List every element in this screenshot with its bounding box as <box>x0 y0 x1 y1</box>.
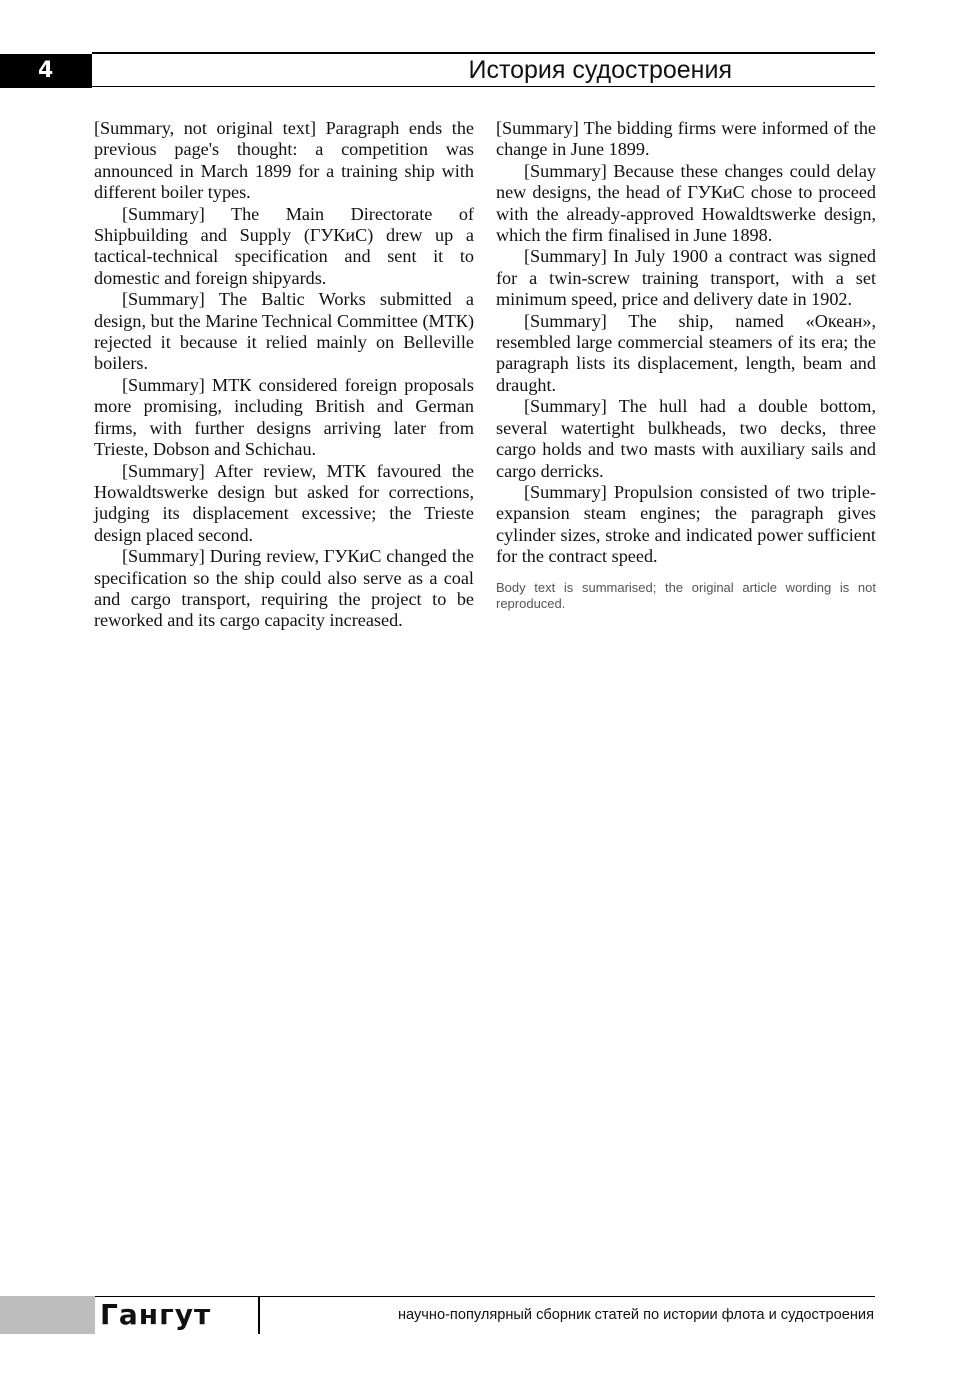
paragraph: [Summary] The hull had a double bottom, several watertight bulkheads, two decks, three cargo holds and two masts with auxiliary sails and cargo derricks. <box>496 396 876 481</box>
header-rule-bottom <box>92 86 875 87</box>
section-title: История судостроения <box>468 56 732 84</box>
summary-note: Body text is summarised; the original article wording is not reproduced. <box>496 579 876 611</box>
page-number: 4 <box>0 54 92 88</box>
right-column <box>496 118 876 612</box>
paragraph: [Summary] Propulsion consisted of two triple-expansion steam engines; the paragraph gives cylinder sizes, stroke and indicated power sufficient for the contract speed. <box>496 481 876 567</box>
paragraph: [Summary] Because these changes could delay new designs, the head of ГУКиС chose to proceed with the already-approved Howaldtswerke design, which the firm finalised in June 1898. <box>496 160 876 246</box>
footer-divider <box>258 1296 260 1334</box>
paragraph: [Summary, not original text] Paragraph ends the previous page's thought: a competition was announced in March 1899 for a training ship with different boiler types. <box>94 118 474 203</box>
paragraph: [Summary] МТК considered foreign proposals more promising, including British and German firms, with further designs arriving later from Trieste, Dobson and Schichau. <box>94 374 474 460</box>
paragraph: [Summary] The Main Directorate of Shipbuilding and Supply (ГУКиС) drew up a tactical-technical specification and sent it to domestic and foreign shipyards. <box>94 203 474 288</box>
paragraph: [Summary] After review, МТК favoured the Howaldtswerke design but asked for corrections, judging its displacement excessive; the Trieste design placed second. <box>94 460 474 545</box>
footer-rule <box>95 1296 875 1297</box>
paragraph: [Summary] The Baltic Works submitted a design, but the Marine Technical Committee (МТК) rejected it because it relied mainly on Belleville boilers. <box>94 289 474 374</box>
publication-logo: Гангут <box>100 1298 212 1331</box>
footer-gray-block <box>0 1296 95 1334</box>
paragraph: [Summary] During review, ГУКиС changed the specification so the ship could also serve as a coal and cargo transport, requiring the project to be reworked and its cargo capacity increased. <box>94 546 474 631</box>
page-footer <box>0 1296 875 1336</box>
paragraph: [Summary] In July 1900 a contract was signed for a twin-screw training transport, with a set minimum speed, price and delivery date in 1902. <box>496 246 876 310</box>
page-header <box>0 50 875 88</box>
paragraph: [Summary] The bidding firms were informed of the change in June 1899. <box>496 118 876 160</box>
publication-caption: научно-популярный сборник статей по истории флота и судостроения <box>397 1307 874 1323</box>
left-column <box>94 118 474 632</box>
paragraph: [Summary] The ship, named «Океан», resembled large commercial steamers of its era; the paragraph lists its displacement, length, beam and draught. <box>496 310 876 395</box>
